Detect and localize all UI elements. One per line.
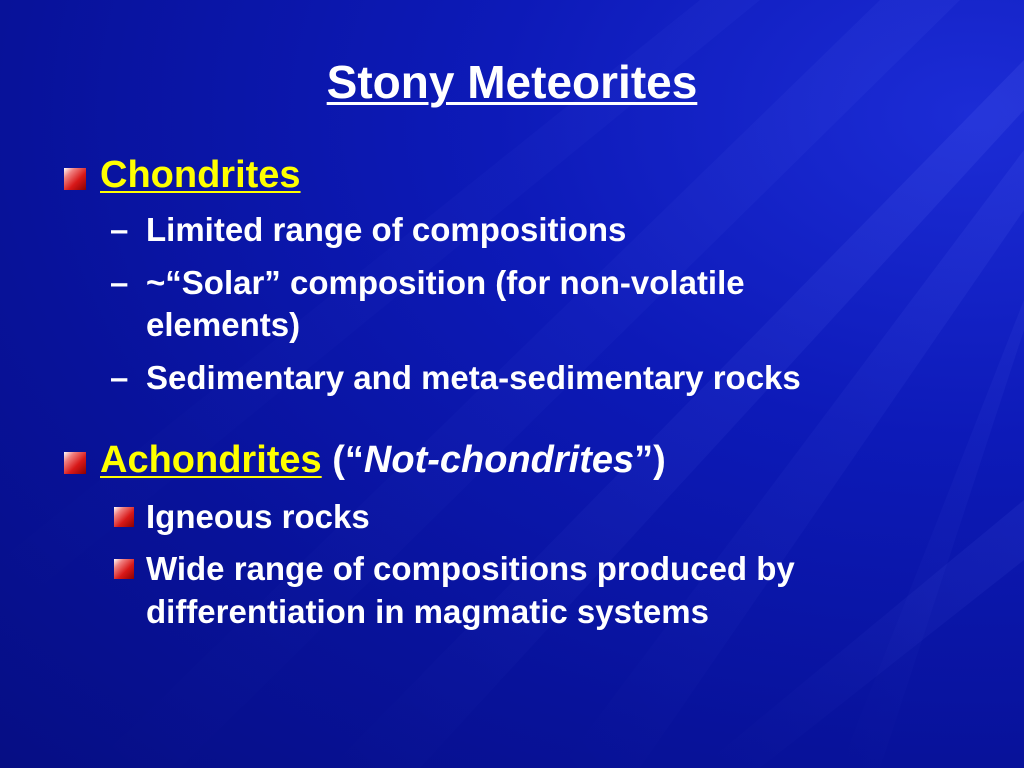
section-heading-chondrites <box>100 152 301 198</box>
dash-marker: – <box>110 211 129 248</box>
bullet-square-icon <box>114 507 134 527</box>
list-item-wide-range-line2: differentiation in magmatic systems <box>146 593 709 630</box>
achondrites-heading-text: Achondrites <box>100 439 322 481</box>
list-item-wide-range-line1: Wide range of compositions produced by <box>146 550 795 587</box>
chondrites-heading-text: Chondrites <box>100 154 301 196</box>
slide-title <box>0 52 1024 112</box>
list-item-sedimentary-rocks: Sedimentary and meta-sedimentary rocks <box>146 359 801 396</box>
section-heading-achondrites <box>100 437 666 483</box>
not-chondrites-italic-text: Not-chondrites <box>363 439 635 481</box>
slide-title-text: Stony Meteorites <box>326 56 698 108</box>
dash-marker: – <box>110 359 129 396</box>
list-item-igneous-rocks: Igneous rocks <box>146 498 370 535</box>
bullet-square-icon <box>64 168 86 190</box>
dash-marker: – <box>110 264 129 301</box>
list-item-solar-composition-line1: ~“Solar” composition (for non-volatile <box>146 264 745 301</box>
list-item-solar-composition-line2: elements) <box>146 306 301 343</box>
bullet-square-icon <box>64 452 86 474</box>
bullet-square-icon <box>114 559 134 579</box>
paren-close: ”) <box>634 439 666 481</box>
list-item-limited-range: Limited range of compositions <box>146 211 627 248</box>
paren-open: (“ <box>321 439 364 481</box>
